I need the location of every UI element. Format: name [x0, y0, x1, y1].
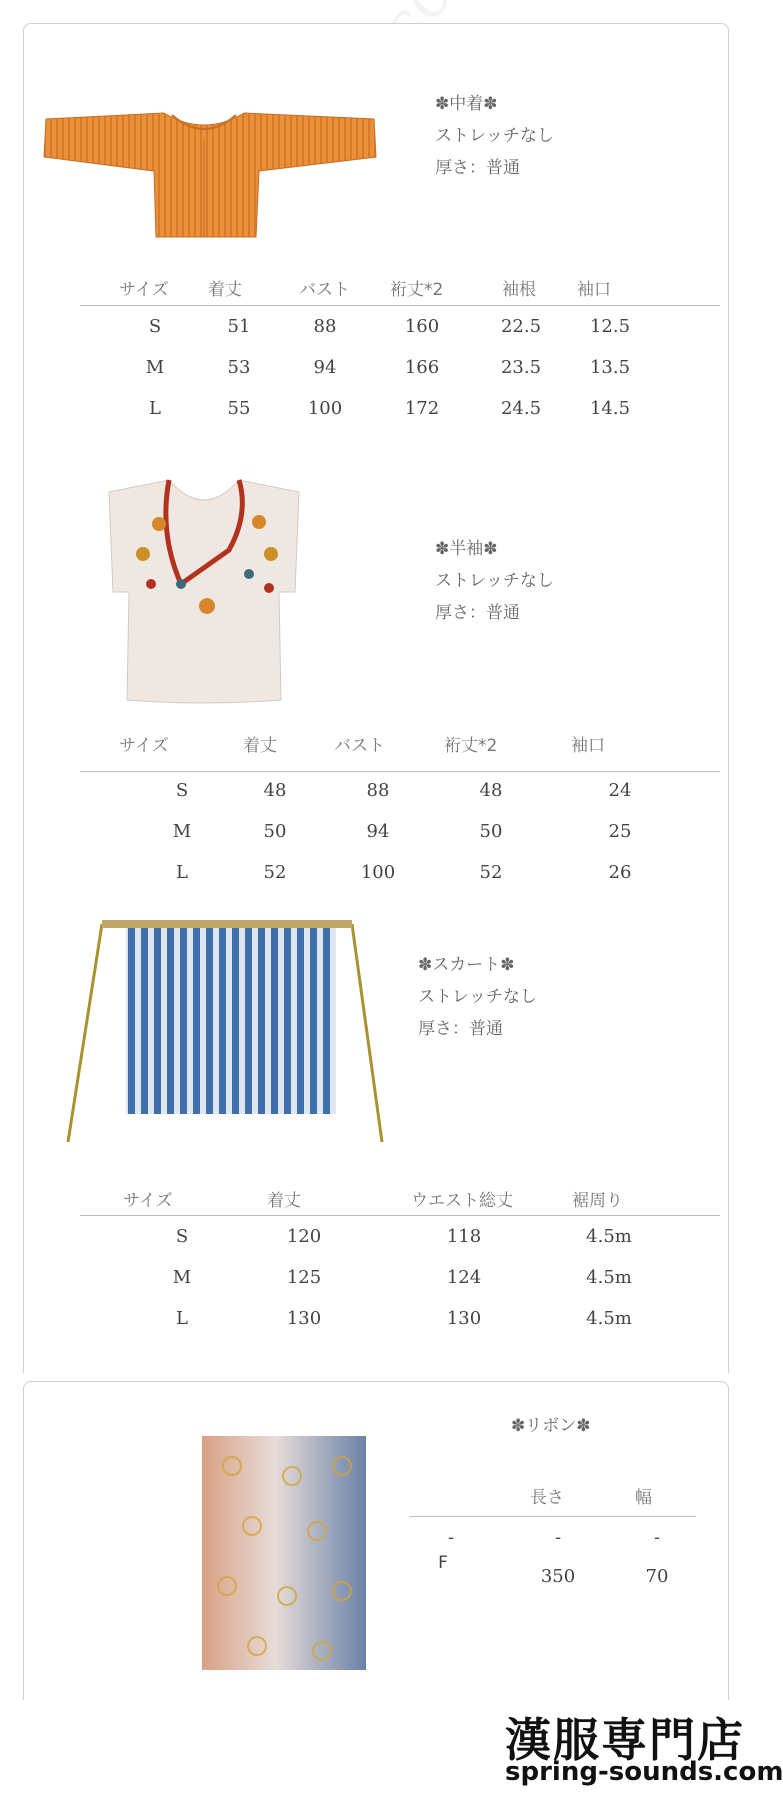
ribbon-image	[202, 1436, 366, 1670]
nakagi-cell: 94	[313, 357, 337, 378]
ribbon-dash: -	[653, 1527, 661, 1548]
hansode-cell: 50	[263, 821, 287, 842]
ribbon-header-width: 幅	[635, 1488, 652, 1508]
skirt-cell: 125	[286, 1267, 322, 1288]
skirt-cell: S	[175, 1226, 189, 1247]
nakagi-cell: 55	[227, 398, 251, 419]
nakagi-cell: 166	[404, 357, 440, 378]
hansode-info	[435, 533, 554, 629]
nakagi-cell: 53	[227, 357, 251, 378]
nakagi-header: サイズ	[119, 280, 169, 300]
skirt-header: ウエスト総丈	[411, 1191, 513, 1211]
nakagi-cell: 23.5	[500, 357, 542, 378]
nakagi-image	[44, 109, 394, 249]
hansode-cell: 26	[608, 862, 632, 883]
nakagi-header: バスト	[299, 280, 350, 300]
nakagi-cell: 12.5	[589, 316, 631, 337]
nakagi-cell: L	[149, 398, 161, 419]
nakagi-cell: 160	[404, 316, 440, 337]
nakagi-header: 裄丈*2	[390, 280, 444, 300]
skirt-cell: 4.5m	[586, 1226, 632, 1247]
hansode-cell: 52	[479, 862, 503, 883]
skirt-cell: 130	[446, 1308, 482, 1329]
skirt-rule	[80, 1215, 720, 1216]
hansode-cell: 50	[479, 821, 503, 842]
skirt-thickness: 厚さ：普通	[418, 1019, 503, 1039]
skirt-cell: M	[172, 1267, 192, 1288]
nakagi-header: 袖口	[577, 280, 611, 300]
nakagi-cell: 14.5	[589, 398, 631, 419]
ribbon-size: F	[438, 1553, 448, 1573]
nakagi-cell: 172	[404, 398, 440, 419]
ribbon-title: ✽リボン✽	[511, 1416, 591, 1436]
hansode-cell: 24	[608, 780, 632, 801]
skirt-cell: 4.5m	[586, 1267, 632, 1288]
nakagi-stretch: ストレッチなし	[435, 126, 554, 146]
hansode-cell: 94	[366, 821, 390, 842]
nakagi-cell: 13.5	[589, 357, 631, 378]
skirt-stretch: ストレッチなし	[418, 987, 537, 1007]
nakagi-rule	[80, 305, 720, 306]
nakagi-cell: 22.5	[500, 316, 542, 337]
ribbon-header-length: 長さ	[530, 1488, 564, 1508]
nakagi-cell: M	[145, 357, 165, 378]
nakagi-header: 着丈	[208, 280, 242, 300]
skirt-cell: 130	[286, 1308, 322, 1329]
hansode-header: 着丈	[243, 736, 277, 756]
skirt-cell: 124	[446, 1267, 482, 1288]
nakagi-cell: 51	[227, 316, 251, 337]
hansode-cell: 100	[360, 862, 396, 883]
skirt-title: ✽スカート✽	[418, 955, 515, 975]
brand-logo-text: 漢服専門店	[505, 1713, 745, 1767]
hansode-header: バスト	[334, 736, 385, 756]
hansode-header: 裄丈*2	[444, 736, 498, 756]
hansode-header: 袖口	[571, 736, 605, 756]
nakagi-cell: S	[148, 316, 162, 337]
skirt-cell: 120	[286, 1226, 322, 1247]
hansode-stretch: ストレッチなし	[435, 571, 554, 591]
nakagi-cell: 100	[307, 398, 343, 419]
hansode-header: サイズ	[119, 736, 169, 756]
skirt-header: 裾周り	[572, 1191, 623, 1211]
skirt-header: サイズ	[123, 1191, 173, 1211]
ribbon-width: 70	[645, 1566, 669, 1587]
skirt-cell: 4.5m	[586, 1308, 632, 1329]
ribbon-rule	[410, 1516, 696, 1517]
hansode-cell: 25	[608, 821, 632, 842]
skirt-header: 着丈	[267, 1191, 301, 1211]
skirt-cell: L	[176, 1308, 188, 1329]
hansode-cell: 48	[263, 780, 287, 801]
hansode-cell: 52	[263, 862, 287, 883]
ribbon-dash: -	[447, 1527, 455, 1548]
size-card-ribbon	[23, 1381, 729, 1700]
hansode-thickness: 厚さ：普通	[435, 603, 520, 623]
ribbon-length: 350	[540, 1566, 576, 1587]
hansode-cell: M	[172, 821, 192, 842]
skirt-image	[62, 914, 392, 1144]
hansode-rule	[80, 771, 720, 772]
hansode-title: ✽半袖✽	[435, 539, 498, 559]
hansode-cell: S	[175, 780, 189, 801]
size-card-main	[23, 23, 729, 1373]
brand-url: spring-sounds.com	[505, 1757, 783, 1787]
ribbon-dash: -	[554, 1527, 562, 1548]
nakagi-cell: 88	[313, 316, 337, 337]
nakagi-title: ✽中着✽	[435, 94, 498, 114]
skirt-info	[418, 949, 537, 1045]
nakagi-info	[435, 88, 554, 184]
hansode-cell: 48	[479, 780, 503, 801]
hansode-cell: L	[176, 862, 188, 883]
nakagi-cell: 24.5	[500, 398, 542, 419]
hansode-image	[99, 464, 309, 706]
hansode-cell: 88	[366, 780, 390, 801]
skirt-cell: 118	[446, 1226, 482, 1247]
nakagi-header: 袖根	[502, 280, 536, 300]
nakagi-thickness: 厚さ：普通	[435, 158, 520, 178]
